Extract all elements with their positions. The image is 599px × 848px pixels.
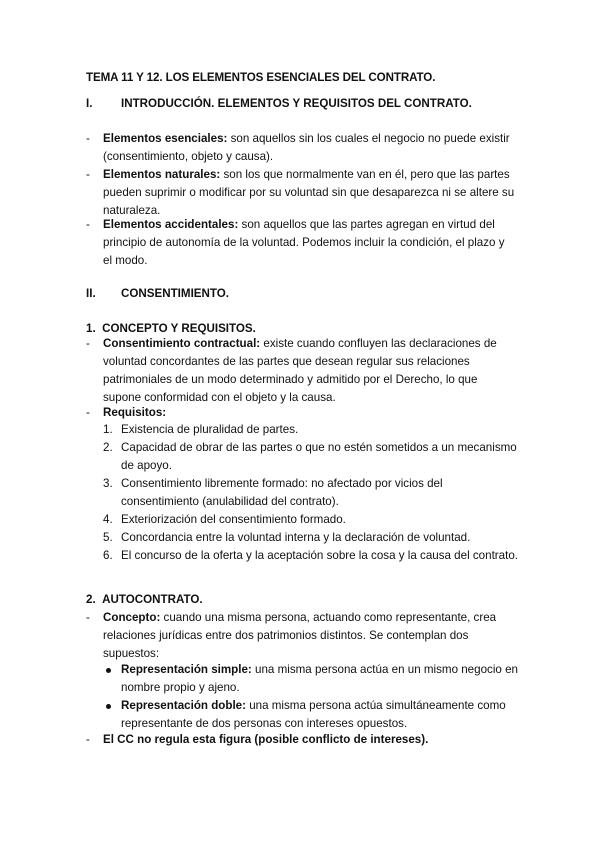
item-text: son aquellos sin los cuales el negocio no puede existir (consentimiento, objeto y causa). xyxy=(103,132,510,163)
section-heading-consentimiento xyxy=(86,285,229,303)
item-text: existe cuando confluyen las declaraciones de voluntad concordantes de las partes que desean regular sus relaciones patrimoniales de un modo determinado y admitido por el Derecho, lo que supone conformidad con el objeto y la causa. xyxy=(103,337,497,404)
subsection-heading-concepto-requisitos: 1. CONCEPTO Y REQUISITOS. xyxy=(86,322,256,335)
item-text: una misma persona actúa en un mismo negocio en nombre propio y ajeno. xyxy=(121,663,518,694)
bullet-item-representacion-doble xyxy=(103,697,518,733)
supuestos-bullet-list xyxy=(103,661,518,733)
numbered-item xyxy=(103,511,518,529)
numbered-item xyxy=(103,547,518,565)
item-text: cuando una misma persona, actuando como representante, crea relaciones jurídicas entre dos patrimonios distintos. Se contemplan dos supuestos: xyxy=(103,611,497,660)
item-term: Consentimiento contractual: xyxy=(103,337,261,350)
numbered-item xyxy=(103,439,518,475)
item-term: Requisitos: xyxy=(103,406,167,419)
subsection-heading-autocontrato: 2. AUTOCONTRATO. xyxy=(86,593,203,606)
item-text: son los que normalmente van en él, pero que las partes pueden suprimir o modificar por su voluntad sin que desaparezca ni se altere su naturaleza. xyxy=(103,168,515,217)
section-title: CONSENTIMIENTO. xyxy=(121,287,230,300)
bullet-item-representacion-simple xyxy=(103,661,518,697)
item-text: una misma persona actúa simultáneamente como representante de dos personas con intereses opuestos. xyxy=(121,699,506,730)
item-text: El concurso de la oferta y la aceptación sobre la cosa y la causa del contrato. xyxy=(121,549,518,562)
dash-marker: - xyxy=(86,168,90,181)
numbered-item xyxy=(103,421,518,439)
item-number: 3. xyxy=(103,477,113,490)
dash-marker: - xyxy=(86,337,90,350)
section-number: I. xyxy=(86,97,93,110)
item-text: Capacidad de obrar de las partes o que no estén sometidos a un mecanismo de apoyo. xyxy=(121,441,517,472)
list-item-nota-cc xyxy=(86,731,516,749)
item-text: son aquellos que las partes agregan en virtud del principio de autonomía de la voluntad. Podemos incluir la condición, el plazo y el modo. xyxy=(103,218,505,267)
item-text: Existencia de pluralidad de partes. xyxy=(121,423,299,436)
section-title: INTRODUCCIÓN. ELEMENTOS Y REQUISITOS DEL CONTRATO. xyxy=(121,97,472,110)
list-item-elementos-naturales xyxy=(86,166,516,220)
item-term: Concepto: xyxy=(103,611,161,624)
bullet-icon xyxy=(106,704,111,709)
dash-marker: - xyxy=(86,733,90,746)
numbered-item xyxy=(103,475,518,511)
item-term: Elementos accidentales: xyxy=(103,218,239,231)
item-text: El CC no regula esta figura (posible conflicto de intereses). xyxy=(103,733,429,746)
item-text: Consentimiento libremente formado: no afectado por vicios del consentimiento (anulabilidad del contrato). xyxy=(121,477,443,508)
item-term: Representación simple: xyxy=(121,663,252,676)
item-number: 5. xyxy=(103,531,113,544)
dash-marker: - xyxy=(86,218,90,231)
dash-marker: - xyxy=(86,132,90,145)
item-number: 6. xyxy=(103,549,113,562)
list-item-elementos-accidentales xyxy=(86,216,516,270)
bullet-icon xyxy=(106,668,111,673)
item-text: Exteriorización del consentimiento formado. xyxy=(121,513,346,526)
section-number: II. xyxy=(86,287,96,300)
item-term: Elementos naturales: xyxy=(103,168,221,181)
list-item-consentimiento-contractual xyxy=(86,335,516,407)
dash-marker: - xyxy=(86,611,90,624)
item-term: Elementos esenciales: xyxy=(103,132,228,145)
document-title: TEMA 11 Y 12. LOS ELEMENTOS ESENCIALES DEL CONTRATO. xyxy=(86,71,436,84)
numbered-item xyxy=(103,529,518,547)
item-number: 2. xyxy=(103,441,113,454)
requisitos-numbered-list xyxy=(103,421,518,565)
dash-marker: - xyxy=(86,406,90,419)
list-item-concepto xyxy=(86,609,516,663)
item-term: Representación doble: xyxy=(121,699,246,712)
section-heading-introduccion xyxy=(86,95,472,113)
list-item-elementos-esenciales xyxy=(86,130,516,166)
item-text: Concordancia entre la voluntad interna y la declaración de voluntad. xyxy=(121,531,471,544)
item-number: 4. xyxy=(103,513,113,526)
list-item-requisitos xyxy=(86,404,516,422)
item-number: 1. xyxy=(103,423,113,436)
